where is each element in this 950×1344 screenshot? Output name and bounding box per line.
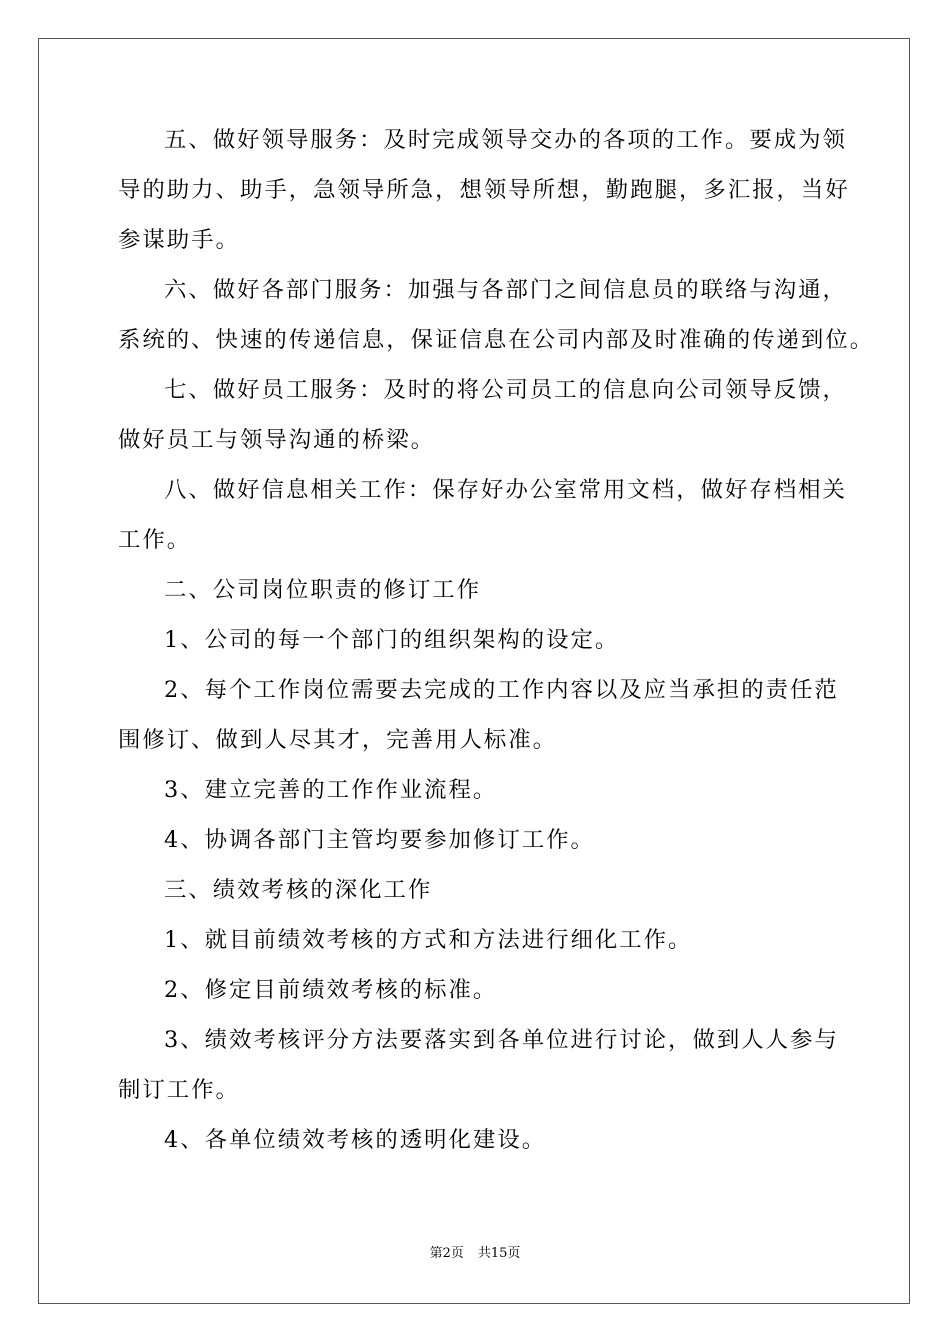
section-heading: 二、公司岗位职责的修订工作 bbox=[164, 577, 482, 603]
list-item-line: 2、每个工作岗位需要去完成的工作内容以及应当承担的责任范 bbox=[164, 677, 839, 703]
list-item-line: 3、绩效考核评分方法要落实到各单位进行讨论，做到人人参与 bbox=[164, 1027, 839, 1053]
list-item-line: 1、公司的每一个部门的组织架构的设定。 bbox=[164, 627, 620, 653]
paragraph-line: 导的助力、助手，急领导所急，想领导所想，勤跑腿，多汇报，当好 bbox=[118, 177, 850, 203]
page-footer bbox=[0, 1244, 950, 1264]
list-item-line: 2、修定目前绩效考核的标准。 bbox=[164, 977, 498, 1003]
list-item-line: 1、就目前绩效考核的方式和方法进行细化工作。 bbox=[164, 927, 693, 953]
paragraph-line: 参谋助手。 bbox=[118, 227, 240, 253]
list-item-line: 4、各单位绩效考核的透明化建设。 bbox=[164, 1127, 547, 1153]
paragraph-line: 八、做好信息相关工作：保存好办公室常用文档，做好存档相关 bbox=[164, 477, 847, 503]
section-heading: 三、绩效考核的深化工作 bbox=[164, 877, 433, 903]
paragraph-line: 做好员工与领导沟通的桥梁。 bbox=[118, 427, 436, 453]
list-item-line: 4、协调各部门主管均要参加修订工作。 bbox=[164, 827, 595, 853]
paragraph-line: 六、做好各部门服务：加强与各部门之间信息员的联络与沟通， bbox=[164, 277, 847, 303]
list-item-line: 3、建立完善的工作作业流程。 bbox=[164, 777, 498, 803]
paragraph-line: 工作。 bbox=[118, 527, 192, 553]
paragraph-line: 七、做好员工服务：及时的将公司员工的信息向公司领导反馈， bbox=[164, 377, 847, 403]
paragraph-line: 五、做好领导服务：及时完成领导交办的各项的工作。要成为领 bbox=[164, 127, 847, 153]
page-total: 共15页 bbox=[477, 1246, 521, 1261]
paragraph-line: 系统的、快速的传递信息，保证信息在公司内部及时准确的传递到位。 bbox=[118, 327, 875, 353]
list-item-line: 制订工作。 bbox=[118, 1077, 240, 1103]
list-item-line: 围修订、做到人尽其才，完善用人标准。 bbox=[118, 727, 558, 753]
page-number: 第2页 bbox=[429, 1246, 464, 1261]
